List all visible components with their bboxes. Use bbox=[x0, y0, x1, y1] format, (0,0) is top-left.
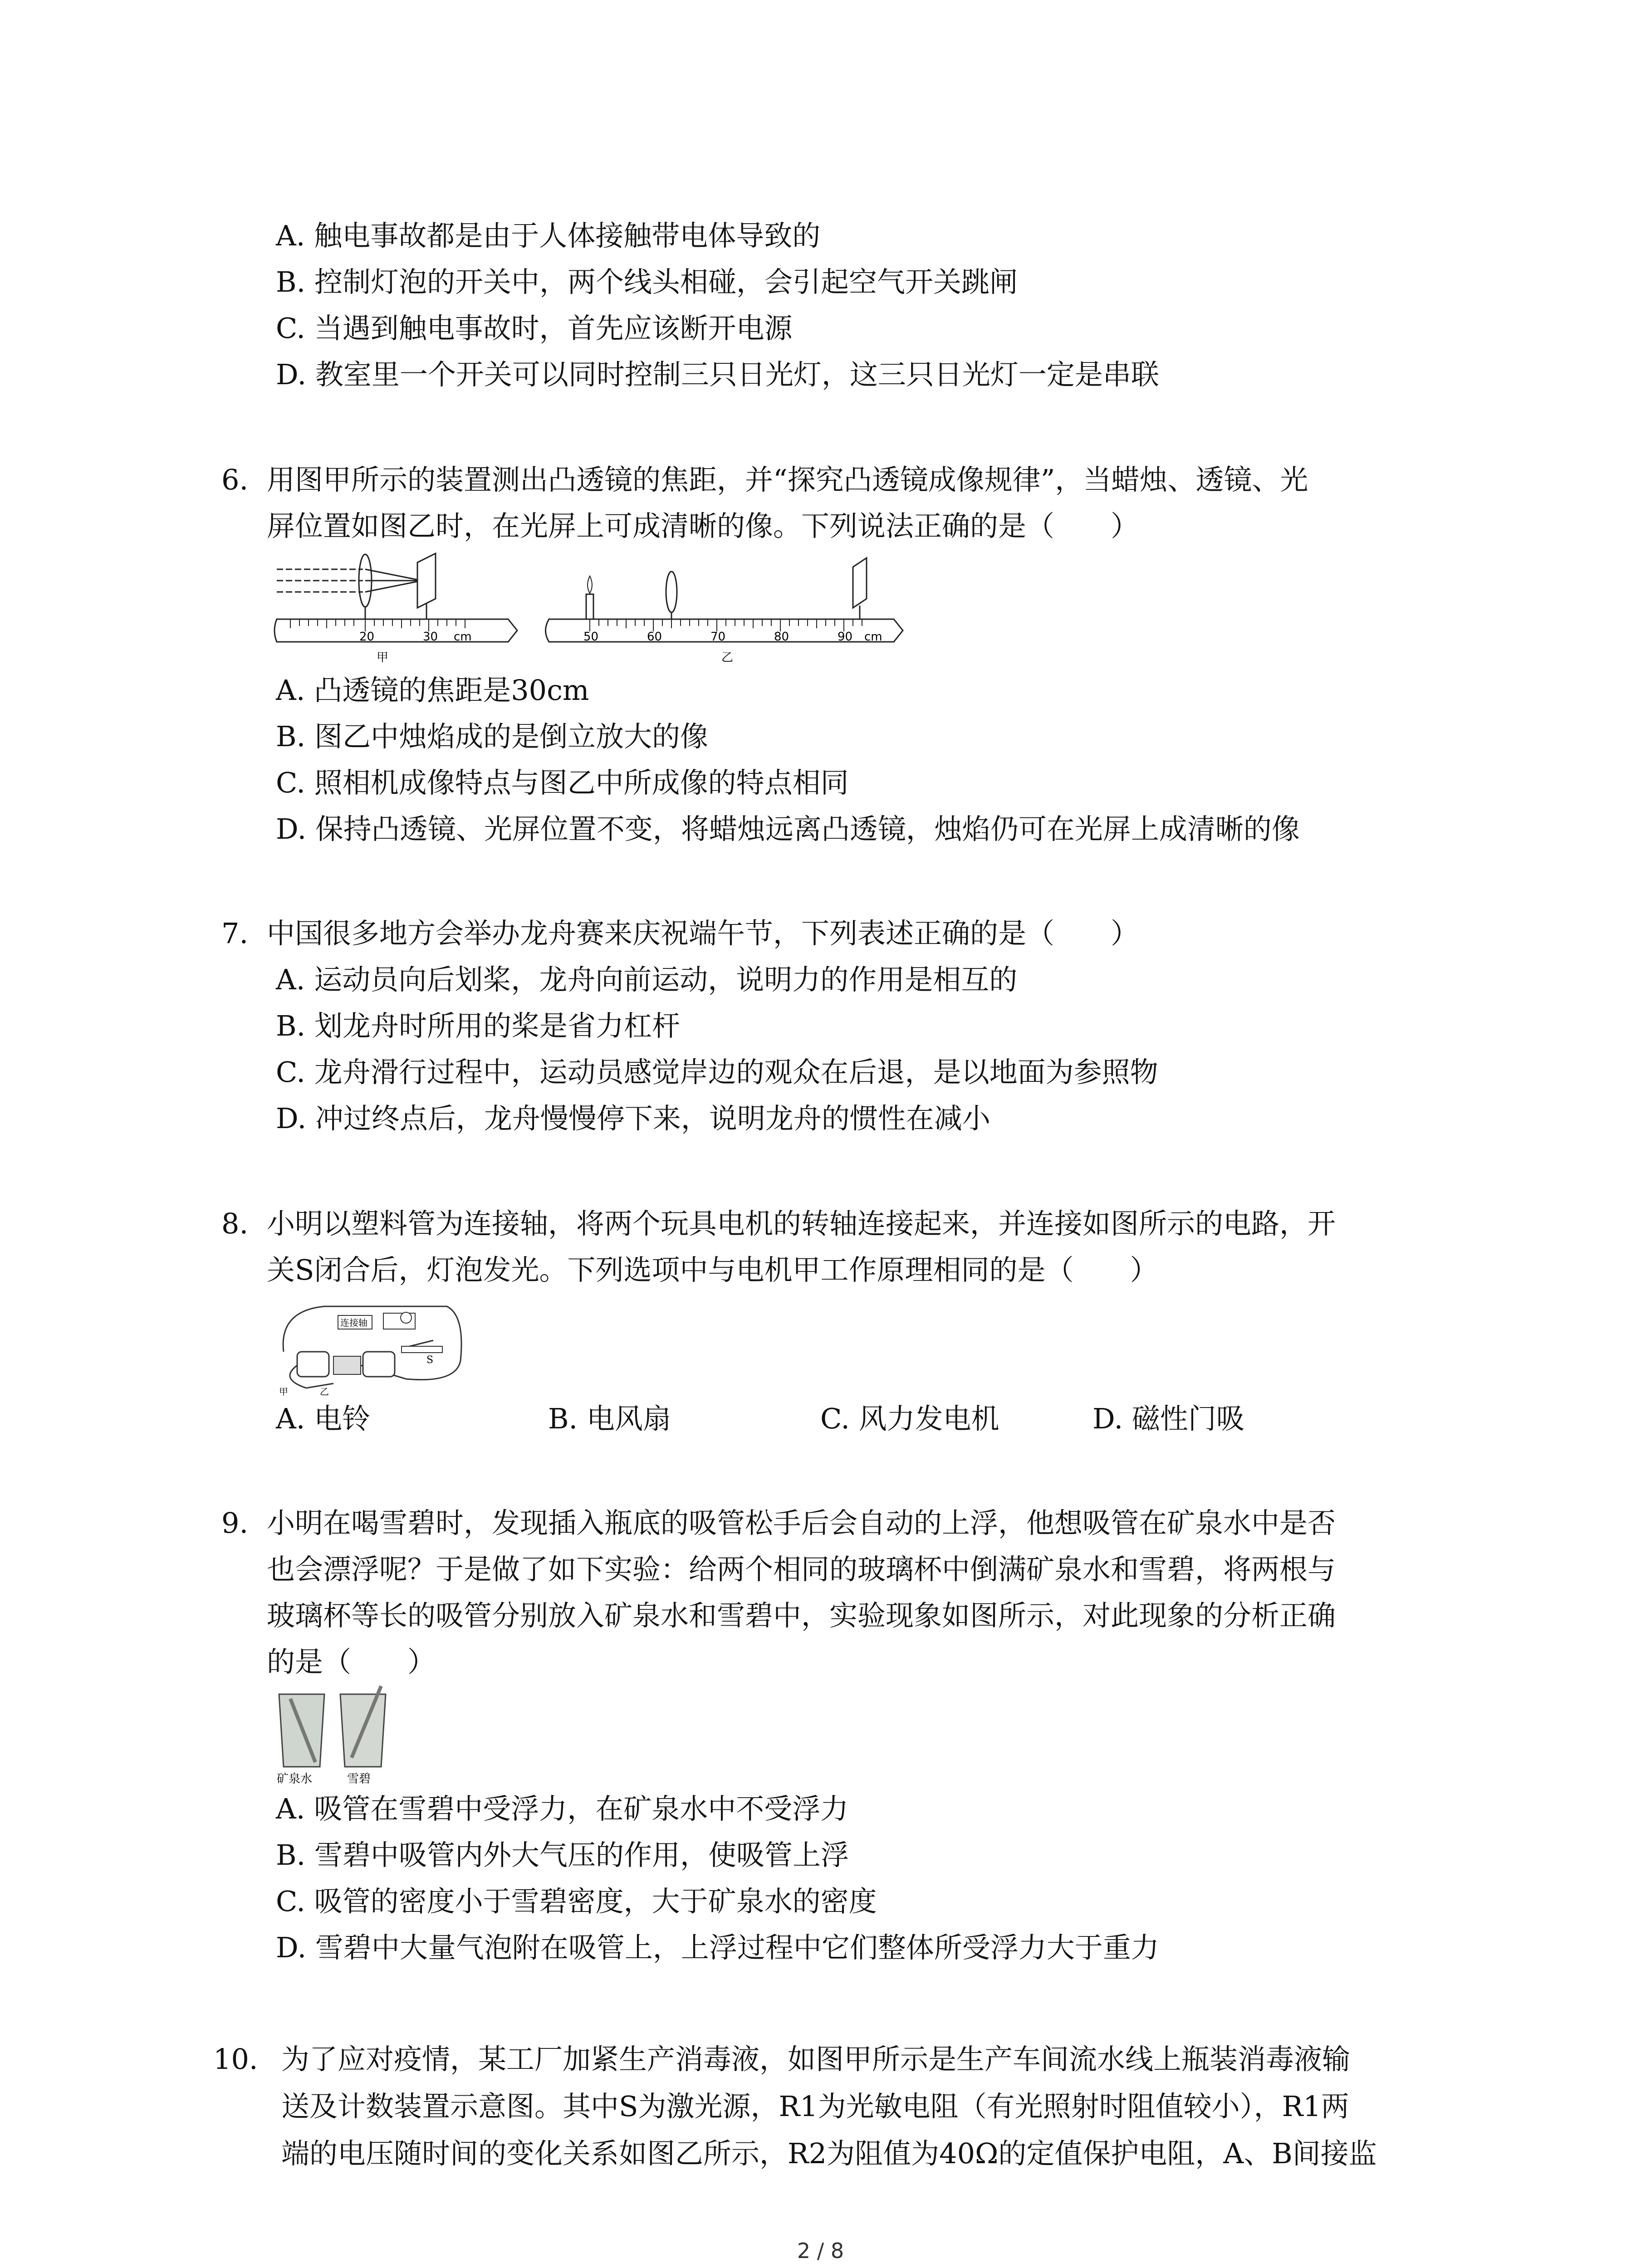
q9-option-a: A. 吸管在雪碧中受浮力，在矿泉水中不受浮力 bbox=[276, 1792, 849, 1825]
q7-option-c: C. 龙舟滑行过程中，运动员感觉岸边的观众在后退，是以地面为参照物 bbox=[276, 1056, 1158, 1089]
q9-cups-figure bbox=[272, 1685, 408, 1789]
q8-label-jia: 甲 bbox=[279, 1386, 288, 1397]
q8-stem-line-1: 小明以塑料管为连接轴，将两个玩具电机的转轴连接起来，并连接如图所示的电路，开 bbox=[267, 1207, 1336, 1240]
q6-stem-line-1: 用图甲所示的装置测出凸透镜的焦距，并“探究凸透镜成像规律”，当蜡烛、透镜、光 bbox=[267, 463, 1308, 496]
q9-stem-line-3: 玻璃杯等长的吸管分别放入矿泉水和雪碧中，实验现象如图所示，对此现象的分析正确 bbox=[267, 1599, 1336, 1632]
q10-stem-line-2: 送及计数装置示意图。其中S为激光源，R1为光敏电阻（有光照射时阻值较小），R1两 bbox=[281, 2090, 1349, 2123]
q6-stem-line-2: 屏位置如图乙时，在光屏上可成清晰的像。下列说法正确的是（ ） bbox=[267, 509, 1139, 543]
q10-number: 10. bbox=[213, 2043, 258, 2076]
q8-number: 8. bbox=[221, 1207, 249, 1240]
q5-option-b: B. 控制灯泡的开关中，两个线头相碰，会引起空气开关跳闸 bbox=[276, 265, 1018, 298]
q6-option-c: C. 照相机成像特点与图乙中所成像的特点相同 bbox=[276, 766, 849, 799]
q6-jia-tick-20: 20 bbox=[359, 630, 375, 644]
q8-option-b: B. 电风扇 bbox=[548, 1402, 671, 1435]
q8-label-yi: 乙 bbox=[320, 1386, 329, 1397]
q6-yi-tick-50: 50 bbox=[583, 630, 599, 644]
q5-option-c: C. 当遇到触电事故时，首先应该断开电源 bbox=[276, 312, 793, 345]
q10-stem-line-3: 端的电压随时间的变化关系如图乙所示，R2为阻值为40Ω的定值保护电阻，A、B间接监 bbox=[281, 2137, 1377, 2170]
q6-number: 6. bbox=[221, 463, 249, 496]
q7-option-d: D. 冲过终点后，龙舟慢慢停下来，说明龙舟的惯性在减小 bbox=[276, 1102, 990, 1135]
q6-option-a: A. 凸透镜的焦距是30cm bbox=[276, 674, 589, 707]
q7-stem-line-1: 中国很多地方会举办龙舟赛来庆祝端午节，下列表述正确的是（ ） bbox=[267, 917, 1139, 950]
q7-number: 7. bbox=[221, 917, 249, 950]
q6-yi-label: 乙 bbox=[721, 651, 734, 665]
q8-option-c: C. 风力发电机 bbox=[820, 1402, 999, 1435]
q9-label-sprite: 雪碧 bbox=[347, 1772, 371, 1786]
q8-option-a: A. 电铃 bbox=[276, 1402, 371, 1435]
q9-option-c: C. 吸管的密度小于雪碧密度，大于矿泉水的密度 bbox=[276, 1885, 877, 1918]
q8-label-s: S bbox=[426, 1354, 434, 1366]
q8-stem-line-2: 关S闭合后，灯泡发光。下列选项中与电机甲工作原理相同的是（ ） bbox=[267, 1253, 1158, 1286]
q6-jia-label: 甲 bbox=[377, 651, 389, 665]
q6-jia-tick-30: 30 bbox=[423, 630, 438, 644]
q8-circuit-figure bbox=[270, 1293, 470, 1397]
q5-option-a: A. 触电事故都是由于人体接触带电体导致的 bbox=[276, 219, 821, 252]
q9-stem-line-4: 的是（ ） bbox=[267, 1645, 436, 1678]
q7-option-b: B. 划龙舟时所用的桨是省力杠杆 bbox=[276, 1009, 680, 1042]
q6-yi-tick-80: 80 bbox=[774, 630, 789, 644]
q9-stem-line-1: 小明在喝雪碧时，发现插入瓶底的吸管松手后会自动的上浮，他想吸管在矿泉水中是否 bbox=[267, 1506, 1336, 1540]
q6-yi-tick-60: 60 bbox=[647, 630, 662, 644]
q8-label-axis: 连接轴 bbox=[340, 1317, 367, 1328]
q9-option-d: D. 雪碧中大量气泡附在吸管上，上浮过程中它们整体所受浮力大于重力 bbox=[276, 1931, 1159, 1964]
q6-yi-tick-unit: cm bbox=[864, 630, 882, 644]
q6-option-d: D. 保持凸透镜、光屏位置不变，将蜡烛远离凸透镜，烛焰仍可在光屏上成清晰的像 bbox=[276, 812, 1300, 846]
q6-jia-tick-unit: cm bbox=[454, 630, 472, 644]
q9-stem-line-2: 也会漂浮呢？于是做了如下实验：给两个相同的玻璃杯中倒满矿泉水和雪碧，将两根与 bbox=[267, 1553, 1336, 1586]
q10-stem-line-1: 为了应对疫情，某工厂加紧生产消毒液，如图甲所示是生产车间流水线上瓶装消毒液输 bbox=[281, 2043, 1351, 2076]
q9-number: 9. bbox=[221, 1506, 249, 1540]
q9-option-b: B. 雪碧中吸管内外大气压的作用，使吸管上浮 bbox=[276, 1838, 849, 1872]
q8-option-d: D. 磁性门吸 bbox=[1092, 1402, 1244, 1435]
q6-figure-jia bbox=[272, 544, 526, 667]
q9-label-mineral-water: 矿泉水 bbox=[277, 1772, 313, 1786]
q7-option-a: A. 运动员向后划桨，龙舟向前运动，说明力的作用是相互的 bbox=[276, 963, 1018, 996]
q6-yi-tick-90: 90 bbox=[838, 630, 853, 644]
q6-yi-tick-70: 70 bbox=[710, 630, 726, 644]
q6-figure-yi bbox=[540, 544, 912, 667]
q5-option-d: D. 教室里一个开关可以同时控制三只日光灯，这三只日光灯一定是串联 bbox=[276, 358, 1159, 391]
q6-option-b: B. 图乙中烛焰成的是倒立放大的像 bbox=[276, 720, 708, 753]
page-number: 2 / 8 bbox=[797, 2239, 844, 2263]
